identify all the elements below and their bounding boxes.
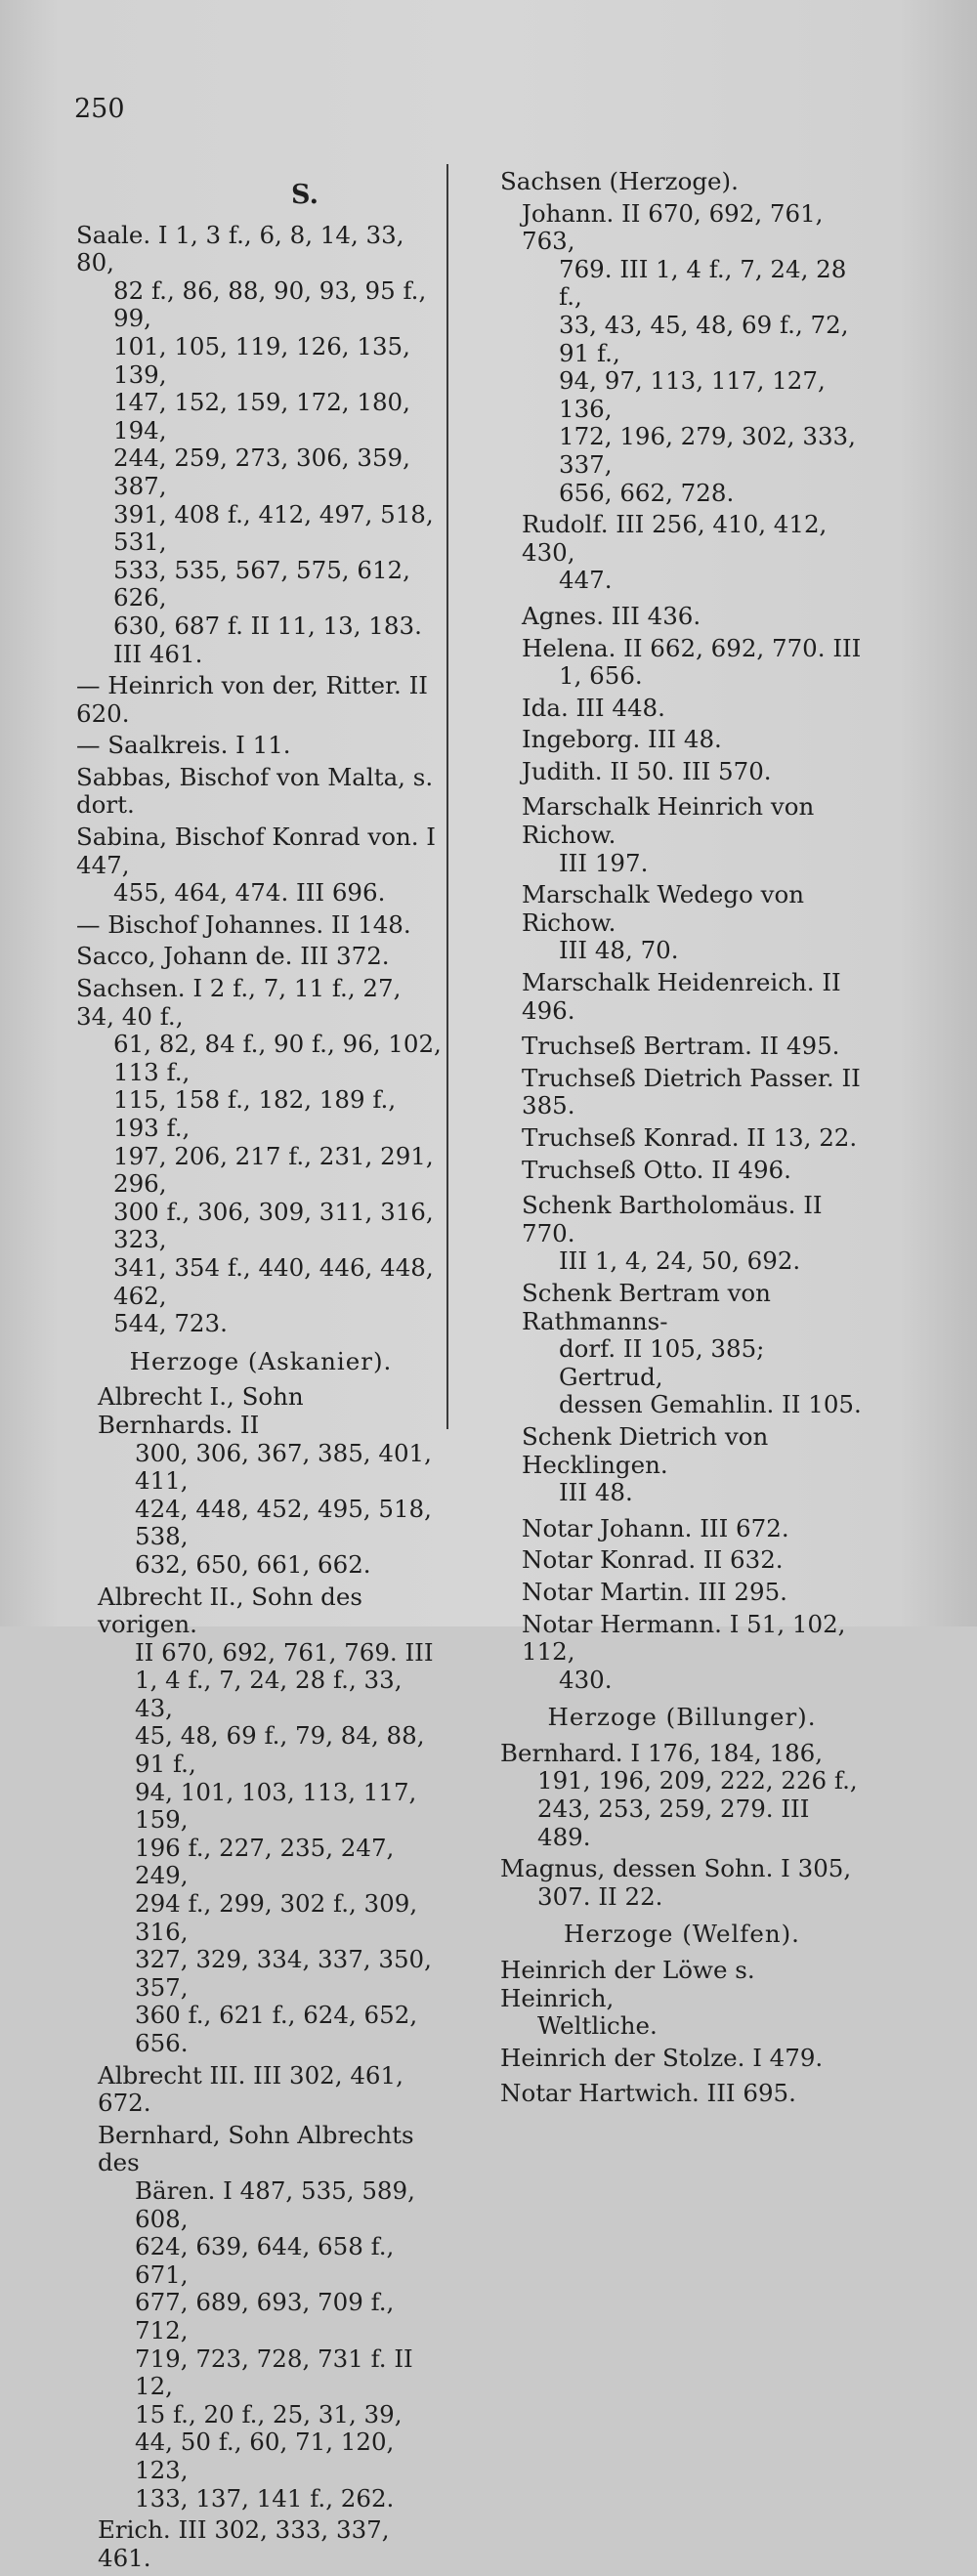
index-entry [500,1192,864,1276]
entry-continuation: 45, 48, 69 f., 79, 84, 88, 91 f., [135,1721,425,1779]
index-entry [76,911,446,940]
group-b [500,603,864,786]
entry-continuation: 294 f., 299, 302 f., 309, 316, [135,1889,418,1946]
entry-text: Notar Martin. III 295. [522,1577,787,1606]
entry-text: Schenk Bartholomäus. II 770. [522,1191,823,1247]
group-d [500,1033,864,1184]
group-g [500,1740,864,1912]
entry-continuation: II 670, 692, 761, 769. III [135,1637,434,1667]
entry-continuation: 624, 639, 644, 658 f., 671, [135,2232,395,2289]
entry-continuation: 147, 152, 159, 172, 180, 194, [113,388,410,444]
entry-continuation: 197, 206, 217 f., 231, 291, 296, [113,1141,434,1199]
group-a [500,200,864,595]
entry-text: Helena. II 662, 692, 770. III [522,633,862,662]
index-entry [500,2045,864,2073]
index-entry [76,2062,446,2118]
entry-text: — Bischof Johannes. II 148. [76,909,411,939]
group-f [500,1515,864,1695]
left-entries [76,222,446,1338]
entry-continuation: 424, 448, 452, 495, 518, 538, [135,1494,432,1551]
index-entry [500,603,864,631]
index-entry [500,1740,864,1851]
index-entry [500,758,864,786]
entry-continuation: 196 f., 227, 235, 247, 249, [135,1833,395,1890]
entry-continuation: 656, 662, 728. [559,478,735,507]
index-entry [500,1957,864,2041]
entry-continuation: 94, 97, 113, 117, 127, 136, [559,366,826,423]
entry-continuation: III 461. [113,639,203,668]
index-entry [76,943,446,971]
index-entry [500,1579,864,1607]
index-entry [500,1611,864,1695]
right-column [500,168,864,2112]
entry-continuation: III 1, 4, 24, 50, 692. [559,1246,801,1276]
askanier-entries [76,1383,446,2572]
entry-continuation: III 48. [559,1478,633,1507]
entry-text: Notar Hermann. I 51, 102, 112, [522,1609,846,1667]
section-billunger: Herzoge (Billunger). [547,1703,817,1732]
entry-continuation: 33, 43, 45, 48, 69 f., 72, 91 f., [559,310,849,367]
index-entry [76,2516,446,2572]
index-entry [500,695,864,723]
index-entry [500,635,864,691]
index-entry [500,1855,864,1911]
entry-text: Truchseß Otto. II 496. [522,1155,791,1184]
entry-text: Sabina, Bischof Konrad von. I 447, [76,823,436,879]
entry-text: Notar Johann. III 672. [522,1513,789,1542]
index-entry [500,1546,864,1575]
index-entry [500,726,864,754]
entry-text: Sacco, Johann de. III 372. [76,942,390,971]
entry-continuation: 300 f., 306, 309, 311, 316, 323, [113,1197,434,1254]
right-heading: Sachsen (Herzoge). [500,167,739,195]
column-divider [446,164,448,1429]
entry-text: Marschalk Wedego von Richow. [522,880,805,937]
index-entry [76,764,446,820]
entry-text: Marschalk Heinrich von Richow. [522,792,815,850]
letter-heading: S. [291,180,319,210]
index-entry [76,672,446,728]
entry-continuation: 360 f., 621 f., 624, 652, 656. [135,2001,418,2057]
entry-text: Truchseß Dietrich Passer. II 385. [522,1063,861,1120]
entry-continuation: dorf. II 105, 385; Gertrud, [559,1334,765,1391]
entry-text: Bernhard, Sohn Albrechts des [98,2120,414,2177]
index-entry [500,969,864,1025]
entry-text: Ingeborg. III 48. [522,725,722,754]
index-entry [500,1157,864,1185]
group-e [500,1192,864,1507]
entry-text: Ida. III 448. [522,693,665,722]
entry-continuation: 115, 158 f., 182, 189 f., 193 f., [113,1085,397,1142]
index-entry [500,200,864,508]
entry-text: Agnes. III 436. [522,601,701,630]
entry-continuation: 632, 650, 661, 662. [135,1549,371,1579]
entry-continuation: 677, 689, 693, 709 f., 712, [135,2288,395,2344]
index-entry [500,1280,864,1419]
entry-continuation: 94, 101, 103, 113, 117, 159, [135,1777,417,1835]
entry-continuation: 44, 50 f., 60, 71, 120, 123, [135,2428,395,2484]
entry-continuation: dessen Gemahlin. II 105. [559,1390,862,1419]
index-entry [76,222,446,669]
entry-text: Truchseß Konrad. II 13, 22. [522,1123,858,1152]
entry-text: Rudolf. III 256, 410, 412, 430, [522,510,828,567]
entry-continuation: 630, 687 f. II 11, 13, 183. [113,611,422,640]
entry-text: Schenk Dietrich von Hecklingen. [522,1421,769,1479]
entry-continuation: 1, 4 f., 7, 24, 28 f., 33, 43, [135,1666,403,1722]
entry-text: Erich. III 302, 333, 337, 461. [98,2515,390,2572]
entry-text: Judith. II 50. III 570. [522,756,772,785]
entry-continuation: 300, 306, 367, 385, 401, 411, [135,1438,432,1496]
entry-text: — Saalkreis. I 11. [76,731,291,760]
entry-continuation: 82 f., 86, 88, 90, 93, 95 f., 99, [113,275,427,333]
index-entry [76,823,446,908]
entry-continuation: Weltliche. [537,2011,658,2041]
entry-continuation: III 197. [559,848,649,877]
entry-continuation: 447. [559,566,613,595]
entry-continuation: 172, 196, 279, 302, 333, 337, [559,422,856,479]
index-entry [76,1383,446,1579]
entry-continuation: 1, 656. [559,661,643,691]
entry-continuation: 327, 329, 334, 337, 350, 357, [135,1945,432,2002]
entry-text: Johann. II 670, 692, 761, 763, [522,198,824,256]
index-entry [76,732,446,760]
page-number: 250 [74,94,125,124]
index-entry [500,793,864,877]
index-entry [500,1065,864,1120]
index-entry [76,1584,446,2058]
entry-text: Albrecht III. III 302, 461, 672. [98,2060,404,2118]
entry-continuation: 769. III 1, 4 f., 7, 24, 28 f., [559,254,847,312]
index-entry [76,975,446,1338]
entry-continuation: 15 f., 20 f., 25, 31, 39, [135,2399,403,2428]
index-entry [76,2122,446,2513]
section-welfen: Herzoge (Welfen). [564,1920,800,1949]
section-askanier: Herzoge (Askanier). [129,1346,393,1375]
entry-text: Saale. I 1, 3 f., 6, 8, 14, 33, 80, [76,220,404,277]
group-c [500,793,864,1025]
index-entry [500,1423,864,1507]
entry-text: Notar Konrad. II 632. [522,1545,784,1575]
entry-continuation: 341, 354 f., 440, 446, 448, 462, [113,1252,434,1310]
entry-continuation: 391, 408 f., 412, 497, 518, 531, [113,499,434,557]
entry-continuation: 455, 464, 474. III 696. [113,878,386,908]
entry-continuation: 244, 259, 273, 306, 359, 387, [113,443,410,500]
entry-continuation: Bären. I 487, 535, 589, 608, [135,2175,415,2233]
entry-text: Marschalk Heidenreich. II 496. [522,968,841,1025]
entry-continuation: 430. [559,1665,613,1694]
entry-continuation: 307. II 22. [537,1881,663,1911]
entry-text: Heinrich der Löwe s. Heinrich, [500,1956,755,2012]
group-h [500,1957,864,2072]
entry-text: Magnus, dessen Sohn. I 305, [500,1854,852,1883]
entry-continuation: 243, 253, 259, 279. III 489. [537,1795,810,1851]
entry-continuation: 191, 196, 209, 222, 226 f., [537,1766,858,1795]
entry-text: Sachsen. I 2 f., 7, 11 f., 27, 34, 40 f., [76,974,402,1031]
entry-text: Albrecht I., Sohn Bernhards. II [98,1382,304,1439]
entry-text: — Heinrich von der, Ritter. II 620. [76,671,428,728]
index-entry [500,511,864,595]
entry-text: Albrecht II., Sohn des vorigen. [98,1582,362,1639]
entry-continuation: 133, 137, 141 f., 262. [135,2483,395,2513]
entry-text: Heinrich der Stolze. I 479. [500,2043,824,2072]
left-column [76,168,446,2576]
index-entry [500,1033,864,1061]
entry-continuation: 544, 723. [113,1309,228,1338]
index-entry [500,1515,864,1543]
group-i [500,2080,864,2108]
entry-continuation: 61, 82, 84 f., 90 f., 96, 102, 113 f., [113,1030,442,1086]
entry-text: Truchseß Bertram. II 495. [522,1032,840,1061]
entry-text: Notar Hartwich. III 695. [500,2079,796,2108]
entry-continuation: 101, 105, 119, 126, 135, 139, [113,331,410,389]
index-entry [500,2080,864,2108]
entry-text: Schenk Bertram von Rathmanns- [522,1278,771,1335]
index-entry [500,1124,864,1153]
entry-continuation: 719, 723, 728, 731 f. II 12, [135,2344,413,2401]
index-entry [500,881,864,965]
entry-text: Bernhard. I 176, 184, 186, [500,1738,824,1767]
entry-continuation: III 48, 70. [559,936,679,965]
entry-continuation: 533, 535, 567, 575, 612, 626, [113,555,410,612]
entry-text: Sabbas, Bischof von Malta, s. dort. [76,762,434,820]
